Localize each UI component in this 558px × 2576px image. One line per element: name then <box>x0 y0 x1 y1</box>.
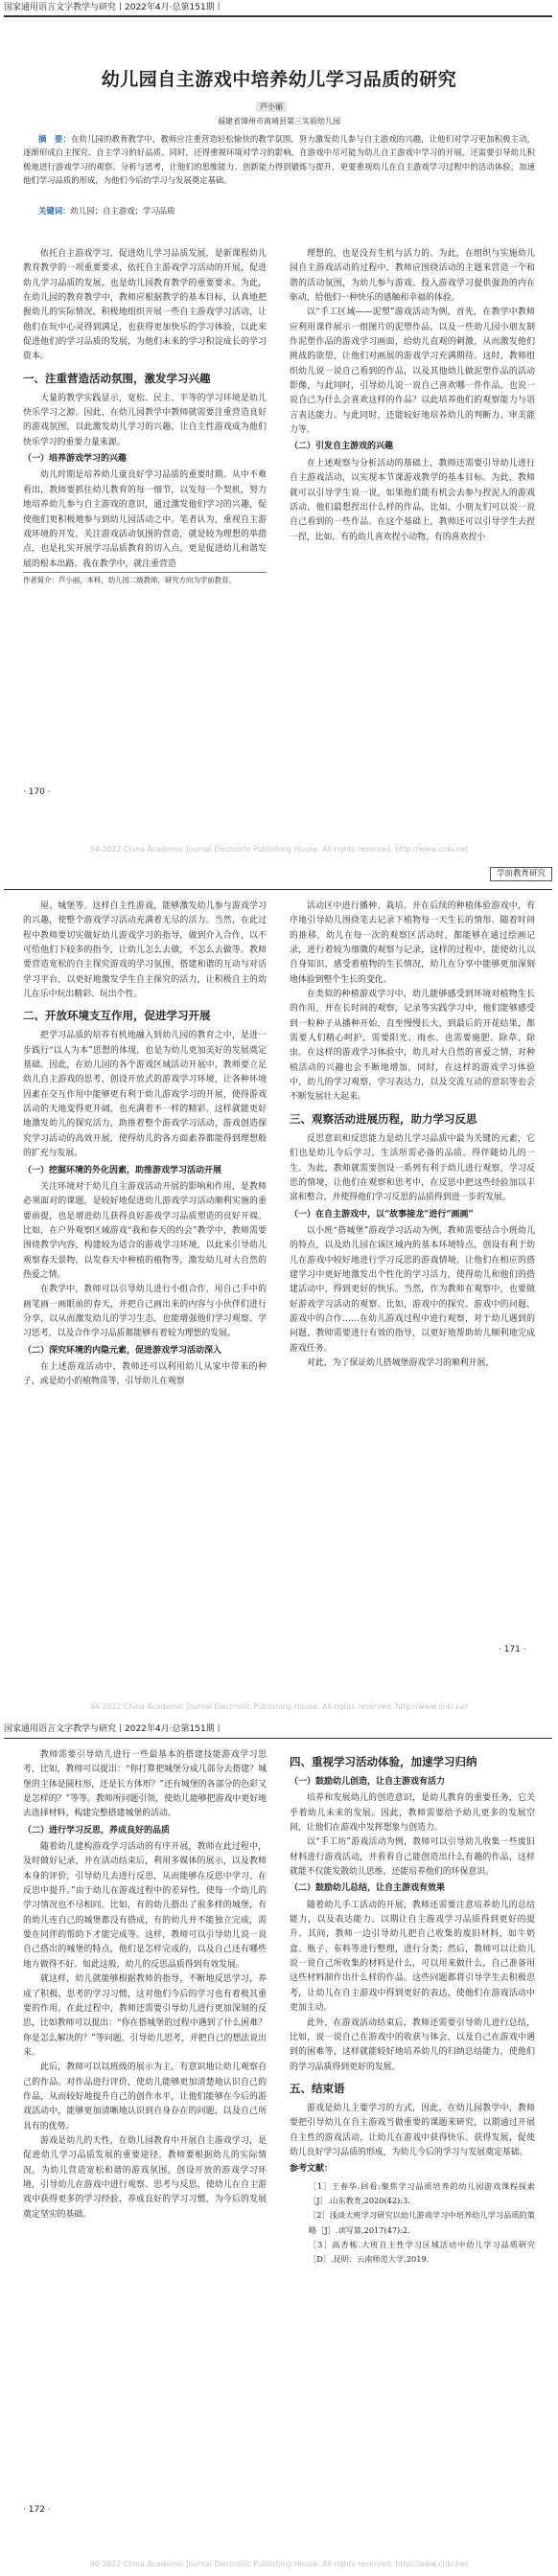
header-rule <box>4 889 552 890</box>
section-label: 学前教育研究 <box>490 867 552 881</box>
references-title: 参考文献： <box>290 2164 334 2175</box>
references-list <box>290 2179 535 2268</box>
author-footnote: 作者简介：芦小丽，本科，幼儿园二级教师，研究方向为学前教育。 <box>23 572 267 585</box>
section-heading: 一、注重营造活动氛围，激发学习兴趣 <box>23 371 211 385</box>
paragraph: 对此，为了保证幼儿搭城堡游戏学习的顺利开展， <box>307 1357 495 1368</box>
paragraph: 游戏是幼儿的天性，在幼儿园教育中开展自主游戏学习，是促进幼儿学习品质发展的重要途径。教师要根据幼儿的实际情况，为幼儿营造宽松和谐的游戏氛围，创设开放的游戏学习环境，引导幼儿在游戏中进行观察、思考与反思，使幼儿在自主游戏中获得更多的学习经验，养成良好的学习习惯，为今后的发展奠定坚实的基础。 <box>23 2135 267 2220</box>
watermark: 94-2022 China Academic Journal Electronic Publishing House. All rights reserved. http://www.cnki.net <box>89 2560 469 2568</box>
journal-header: 国家通用语言文字教学与研究丨2022年4月·总第151期丨 <box>4 3 223 12</box>
paragraph: 随着幼儿建构游戏学习活动的有序开展，教师在此过程中，及时做好记录，并在活动结束后，利用多媒体的展示，以及教师本身的评价，引导幼儿去进行反思，从而能够在反思中学习、在反思中提升。”由于幼儿在游戏过程中的差异性，使每一个幼儿的学习情况也不尽相同。比如，有的幼儿搭出了很多样的城堡，有的幼儿连自己的城堡都没有搭成，有的幼儿并不能独立完成，需要在同伴的帮助下才能完成等。这样，教师可以引导幼儿说一说自己搭出的城堡的特点，他们是怎样完成的，以及自己还有哪些地方做得不好。如此这般，幼儿的反思品质得到有效发展。 <box>23 1842 267 1970</box>
subsection-heading: （二）深究环境的内隐元素，促进游戏学习活动深入 <box>23 1345 222 1356</box>
paragraph: 在教学中，教师可以引导幼儿进行小组合作，用自己手中的画笔画一画眼前的春天，并把自己画出来的内容与小伙伴们进行分享，以从而激发幼儿的学习生态，也能增强他们学习观察、学习思考，以及合作学习品质都能够有着较为理想的发展。 <box>23 1285 267 1339</box>
column-left <box>23 900 267 1390</box>
column-left <box>23 1748 267 2223</box>
page-172 <box>0 1718 558 2576</box>
header-rule <box>4 1738 552 1739</box>
paragraph: 教师需要引导幼儿进行一些最基本的搭建技能游戏学习思考，比如，教师可以提出：“你打算把城堡分成几部分去搭建？城堡的主体是圆柱形，还是长方体形？”还有城堡的各部分的色彩又是怎样的？”等等。教师所问题引领，使幼儿能够把游戏中更好地去选择材料，构建完整搭建城堡的活动。 <box>23 1750 267 1819</box>
paragraph: 随着幼儿手工活动的开展，教师还需要注意培养幼儿的总结能力，以及表达能力。以期让自主游戏学习品质得到更好的提升。其间，教师一边引导幼儿把自己收集的废旧材料，如牛奶盒、瓶子、布料等进行整理，进行分类；然后，教师可以让幼儿说一说自己所收集的材料是什么，可以用来做什么，自己准备用这些材料制作出什么样的作品。这些问题都将引导学生去积极思考，让幼儿在自主游戏中得到更好的表达，使他们在游戏活动中更加主动。 <box>290 1900 535 2014</box>
paragraph: 以小班“搭城堡”游戏学习活动为例，教师需要结合小班幼儿的特点，以及幼儿园在该区域内的基本环境特点，创设有利于幼儿在游戏中较好地进行学习反思的游戏情境，让他们在相应的搭建学习中更好地激发出个性化的学习活力，使得幼儿和他们的搭建活动中，得到更好的快乐。当然，作为教师在观察中，也要做好游戏学习活动的观察。比如，游戏中的探究、游戏中的问题、游戏中的合作……在幼儿游戏过程中进行观察，对于幼儿遇到的问题，教师需要进行有效的指导，以更好地帮助幼儿顺利地完成游戏任务。 <box>290 1225 535 1354</box>
keywords-label: 关键词： <box>38 206 71 216</box>
reference-item: ［1］王春华.回看:聚焦学习品质培养的幼儿园游戏课程探索［J］.山东教育,2020(42):3. <box>309 2180 535 2205</box>
section-heading: 三、观察活动进展历程，助力学习反思 <box>290 1111 477 1126</box>
watermark: 94-2022 China Academic Journal Electronic Publishing House. All rights reserved. http://www.cnki.net <box>89 845 469 854</box>
journal-header: 国家通用语言文字教学与研究丨2022年4月·总第151期丨 <box>4 1724 223 1734</box>
subsection-heading: （一）培养游戏学习的兴趣 <box>23 454 128 465</box>
section-heading: 四、重视学习活动体验，加速学习归纳 <box>290 1755 477 1768</box>
subsection-heading: （二）进行学习反思，养成良好的品质 <box>23 1825 171 1835</box>
paragraph: 以“手工区域——泥塑”游戏活动为例，首先，在教学中教师应利用课件展示一组图片的泥塑作品，以及一些幼儿园小朋友制作泥塑作品的游戏学习画面，给幼儿直观的刺激，从而激发他们挑战的欲望，让他们对画展的游戏学习充满期待。这时，教师组织幼儿说一说自己看到的作品，以及其他幼儿做泥塑作品的活动影像，与此同时，引导幼儿说一说自己喜欢哪一件作品，也说一说自己为什么会喜欢这样的作品？以此培养他们的观察能力与语言表达能力。与此同时，还能较好地培养幼儿的判断力、审美能力等。 <box>290 308 535 436</box>
abstract-label: 摘 要： <box>38 134 71 144</box>
paragraph: 关注环境对于幼儿自主游戏活动开展的影响和作用，是教师必须面对的课题，是较好地促进幼儿游戏学习活动顺利实施的重要前提，也是增进幼儿获得良好游戏学习品质塑造的良好开端。比如，在户外观察区域游戏“我和春天的约会”教学中，教师需要围绕教学内容，构建较为适合的游戏学习环境，以此来引导幼儿观察春天景物，以发春天中种植的植物等，激发幼儿对大自然的热爱之情。 <box>23 1181 267 1280</box>
header-rule <box>4 15 552 17</box>
paragraph: 在上述游戏活动中，教师还可以利用幼儿从家中带来的种子，或是幼小的植物苗等，引导幼儿在观察 <box>23 1361 267 1387</box>
page-171 <box>0 859 558 1718</box>
paragraph: 屋、城堡等。这样自主性游戏，能够激发幼儿参与游戏学习的兴趣，使整个游戏学习活动充满着无尽的活力。当然，在此过程中教师要切实做好幼儿游戏学习的指导，做到介入合作，以不可给他们下较多的指令，让幼儿怎么去做，不怎么去做等。教师要营造宽松的自主探究游戏的学习氛围，搭建和谐的互动与对话学习平台，以更好地激发学生自主探究的活力，让积极自主的幼儿在乐中玩出精彩、玩出个性。 <box>23 901 267 1000</box>
section-heading: 二、开放环境支互作用，促进学习开展 <box>23 1009 211 1023</box>
page-number: · 171 · <box>499 1645 526 1654</box>
paragraph: 就这样，幼儿就能够根据教师的指导，不断地反思学习，养成了积极、思考的学习习惯，这对他们今后的学习也有着极其重要的作用。在此过程中，教师还需要引导幼儿进行更加深刻的反思，比如教师可以提出：“你在搭城堡的过程中遇到了什么困难？你是怎么解决的？”等问题，引导幼儿思考，并把自己的想法说出来。 <box>23 1974 267 2058</box>
page-number: · 170 · <box>23 787 51 797</box>
section-heading: 五、结束语 <box>290 2081 345 2095</box>
subsection-heading: （一）挖掘环境的外化因素，助推游戏学习活动开展 <box>23 1165 222 1175</box>
paragraph: 在类似的种植游戏学习中，幼儿能够感受到环境对植物生长的作用，并在长时间的观察，记录等实践学习中，他们能够感受到一粒种子从播种开始，直至慢慢长大，到最后的开花结果，都需要人们精心呵护，需要阳光、雨水、也需要施肥、除草、除虫。在这样的游戏学习体验中，幼儿对大自然的喜爱之情，对种植活动的兴趣也会不断地增加，同时，在这样的游戏学习体验中，幼儿的学习观察，学习表达力，以及交流互动的意识等也会不断发展壮大起来。 <box>290 990 535 1103</box>
reference-item: ［3］高杏栋.大班自主性学习区域活动中幼儿学习品质研究［D］.昆明：云南师范大学,2019. <box>309 2239 535 2265</box>
abstract <box>23 132 535 187</box>
subsection-heading: （一）鼓励幼儿创造，让自主游戏有活力 <box>290 1777 446 1787</box>
column-left <box>23 247 267 585</box>
watermark: 94-2022 China Academic Journal Electronic Publishing House. All rights reserved. http://www.cnki.net <box>89 1702 469 1711</box>
paragraph: 此外，在游戏活动结束后，教师还需要引导幼儿进行总结，比如，说一说自己在游戏中的收获与体会，以及自己在游戏中遇到的困难等，这样就能较好地培养幼儿的归纳总结能力，使他们的学习品质得到更好的发展。 <box>290 2017 535 2072</box>
affiliation: 福建省漳州市南靖县第三实验幼儿园 <box>218 117 340 125</box>
subsection-heading: （一）在自主游戏中，以“故事接龙”进行“画画” <box>290 1209 474 1220</box>
paragraph: 把学习品质的培养有机地融入到幼儿园的教育之中，是进一步践行“以人为本”思想的体现，也是为幼儿更加美好的发展奠定基础。因此，在幼儿园的各个游戏区域活动开展中，教师要立足幼儿自主游戏的思考，创设开放式的游戏学习环境，让各种环境因素在交互作用中能够更有利于幼儿游戏学习的开展，使得游戏活动的天地变得更开阔，也充满着不一样的精彩。这样就能更好地激发幼儿的探究活力，助推着整个游戏学习活动，游戏创造探究学习活动的高效开展，使得幼儿的各方面素养都能得到理想般的扩充与发展。 <box>23 1031 267 1159</box>
paragraph: 大量的教学实践显示，宽松、民主、平等的学习环境是幼儿快乐学习之源。因此，在幼儿园教学中教师就需要注重营造良好的游戏氛围，以此激发幼儿学习的兴趣，让自主性游戏成为他们快乐学习的重要力量来源。 <box>23 393 267 447</box>
paragraph: 活动区中进行播种、栽培。并在后续的种植体验游戏中，有序地引导幼儿围绕笔去记录下植物每一天生长的情形。随着时间的推移，幼儿在每一次的观察区活动时，都能够在通过绘画记录，进行着较为细微的观察与记录，这样的过程中，能使幼儿以自身知识，感受着植物的生长情况，幼儿在分享中能够更加深刻地体验到整个生长的变化。 <box>290 901 535 985</box>
paragraph: 依托自主游戏学习，促进幼儿学习品质发展，是新课程幼儿教育教学的一项重要要求，依托自主游戏学习活动的开展，促进幼儿学习品质的发展，也是幼儿园教育教学的重要要求。为此，在幼儿园的教育教学中，教师应根据教学的基本目标，认真地把握幼儿的实际情况，积极地组织开展一些自主游戏学习活动，让他们在玩中心灵得到满足，也获得更加快乐的学习体验，以此来促进他们的学习品质的发展，为他们未来的学习积淀成长的学习资本。 <box>23 249 267 362</box>
paragraph: 幼儿时期是培养幼儿童良好学习品质的重要时期。从中不难看出，教师要抓住幼儿教育的每一细节，以发每一个契机，努力地培养幼儿参与自主游戏的意识，通过激发他们学习的兴趣，促使他们更积极地参与到幼儿园活动之中。笔者认为，重视自主游戏环境的开发，关注游戏活动氛围的营造，就是较为理想的举措点，也是扎实开展学习品质教育的切入点，更是促进幼儿和谐发展的根本出路。我在教学中，就注重营造 <box>23 470 267 569</box>
page-number: · 172 · <box>23 2505 51 2515</box>
subsection-heading: （二）引发自主游戏的兴趣 <box>290 442 394 452</box>
paragraph: 游戏是幼儿主要学习的方式，因此，在幼儿园教学中，教师要把引导幼儿在自主游戏当做重要的课题来研究，以期通过开展自主性的游戏活动，让幼儿在游戏中获得快乐、获得发展，促使幼儿良好学习品质的形成，为幼儿今后的学习与发展奠定基础。 <box>290 2103 535 2157</box>
paragraph: 在上述观察与分析活动的基础上，教师还需要引导幼儿进行自主游戏活动，以实现本节课游戏教学的基本目标。为此，教师就可以引导学生说一说，如果他们能有机会去参与捏泥人的游戏活动，他们最想捏出什么样的作品，比如，小朋友们可以说一说自己看到的一些作品。在这个基础上，教师还可以引导学生去捏一捏，比如，有的幼儿喜欢捏小动物，有的喜欢捏小 <box>290 458 535 542</box>
reference-item: ［2］浅谈大班学习研究以幼儿游戏学习中培养幼儿学习品质的策略［J］.读写算,2017(47):2. <box>309 2210 535 2235</box>
article-title: 幼儿园自主游戏中培养幼儿学习品质的研究 <box>101 69 457 90</box>
keywords-text: 幼儿园；自主游戏；学习品质 <box>70 206 175 216</box>
keywords <box>38 205 174 217</box>
paragraph: 此后，教师可以以班级的展示为主，有意识地让幼儿观察自己的作品。对作品进行评价，使幼儿能够更加清楚地认识自己的作品，从而较好地提升自己的创作水平，让他们能够在今后的游戏活动中，能够更加清晰地认识到自身存在的问题，以及自己所具有的优势。 <box>23 2063 267 2131</box>
page-170 <box>0 0 558 859</box>
paragraph: 反思意识和反思能力是幼儿学习品质中最为关键的元素，它们也是幼儿今后学习，生活所需必备的品质。得伴随幼儿的一生。为此，教师就需要创设一系列有利于幼儿进行观察，学习反思的情境，让他们在观察和思考中，在反思中把这些经验加以丰富和整合，并使得他们学习反思的品质得到进一步的发展。 <box>290 1133 535 1203</box>
column-right <box>290 247 535 545</box>
column-right <box>290 900 535 1371</box>
author-name[interactable]: 芦小丽 <box>256 102 287 112</box>
subsection-heading: （二）鼓励幼儿总结，让自主游戏有效果 <box>290 1883 446 1894</box>
column-right <box>290 1748 535 2268</box>
abstract-text: 在幼儿园的教育教学中，教师应注重营造轻松愉快的教学氛围，努力激发幼儿参与自主游戏的兴趣，让他们对学习更加积极主动，逐渐形成自主探究、自主学习的好品质。同时，还得重视环境对学习的影响，在游戏中尽可能为幼儿自主游戏中学习的开展，还需要引导幼儿积极地进行游戏学习的观察、分析与思考，让他们的思维能力、创新能力得到锻炼与提升，更要重视幼儿在自主游戏学习过程中的活动体验，加速他们学习品质的形成，为他们今后的学习与发展奠定基础。 <box>23 134 536 185</box>
paragraph: 培养和发展幼儿的创造意识，是幼儿教育的重要任务，它关乎着幼儿未来的发展。因此，教师需要给予幼儿更多的发展空间，让他们在游戏中发挥想象与创造力。 <box>290 1793 535 1834</box>
paragraph: 理想的，也是没有生机与活力的。为此，在组织与实施幼儿园自主游戏活动的过程中，教师应围绕活动的主题来营造一个和谐的活动氛围，为幼儿参与游戏、投入游戏学习提供强劲的内在驱动，给他们一种快乐的感触和幸福的体验。 <box>290 249 535 304</box>
paragraph: 以“手工坊”游戏活动为例，教师可以引导幼儿收集一些废旧材料进行游戏活动，并看看自己能创造出什么有趣的作品，这样就能不仅能发散幼儿思维，还能培养他们的环保意识。 <box>290 1837 535 1878</box>
